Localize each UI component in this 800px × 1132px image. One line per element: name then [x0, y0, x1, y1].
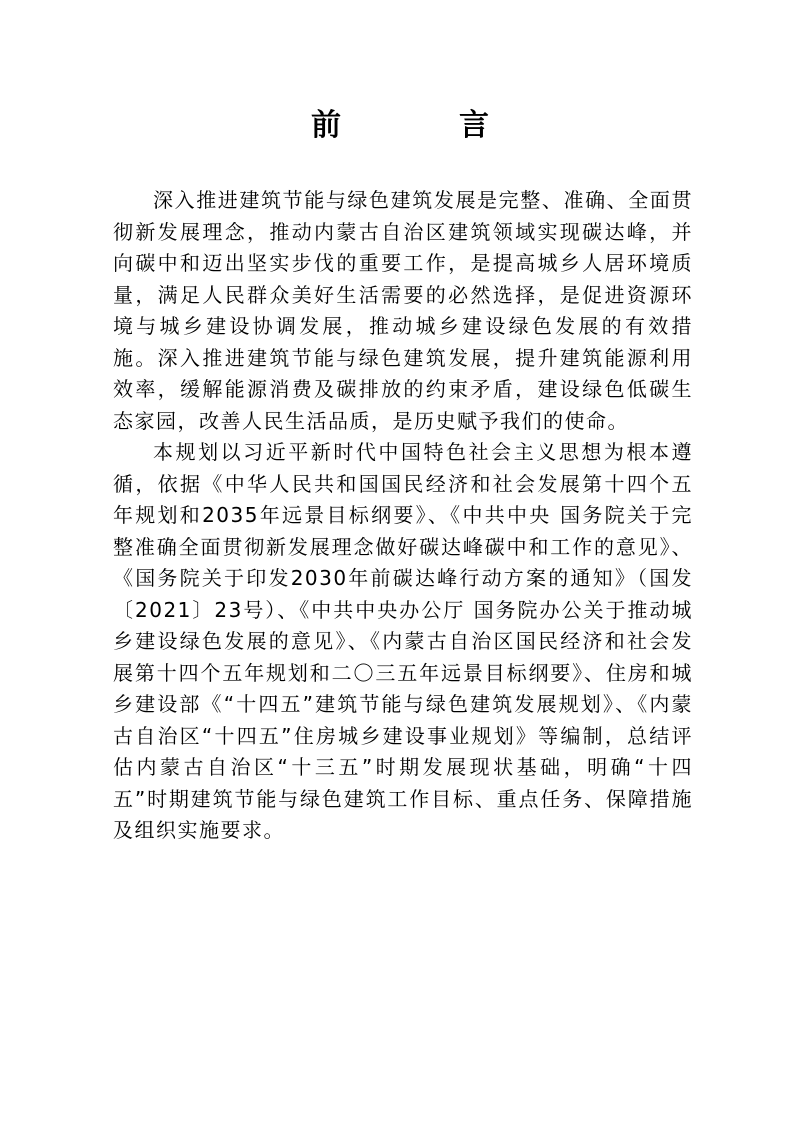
paragraph-basis: 本规划以习近平新时代中国特色社会主义思想为根本遵循，依据《中华人民共和国国民经济和社会发展第十四个五年规划和2035年远景目标纲要》、《中共中央 国务院关于完整准确全面贯彻新发展理念做好碳达峰碳中和工作的意见》、《国务院关于印发2030年前碳达峰行动方案的通知》（国发〔2021〕23号）、《中共中央办公厅 国务院办公关于推动城乡建设绿色发展的意见》、《内蒙古自治区国民经济和社会发展第十四个五年规划和二〇三五年远景目标纲要》、住房和城乡建设部《“十四五”建筑节能与绿色建筑发展规划》、《内蒙古自治区“十四五”住房城乡建设事业规划》等编制，总结评估内蒙古自治区“十三五”时期发展现状基础，明确“十四五”时期建筑节能与绿色建筑工作目标、重点任务、保障措施及组织实施要求。 [113, 440, 693, 842]
document-body [113, 185, 693, 847]
paragraph-intro: 深入推进建筑节能与绿色建筑发展是完整、准确、全面贯彻新发展理念，推动内蒙古自治区建筑领域实现碳达峰，并向碳中和迈出坚实步伐的重要工作，是提高城乡人居环境质量，满足人民群众美好生活需要的必然选择，是促进资源环境与城乡建设协调发展，推动城乡建设绿色发展的有效措施。深入推进建筑节能与绿色建筑发展，提升建筑能源利用效率，缓解能源消费及碳排放的约束矛盾，建设绿色低碳生态家园，改善人民生活品质，是历史赋予我们的使命。 [113, 188, 693, 433]
page-title: 前 言 [311, 108, 533, 143]
